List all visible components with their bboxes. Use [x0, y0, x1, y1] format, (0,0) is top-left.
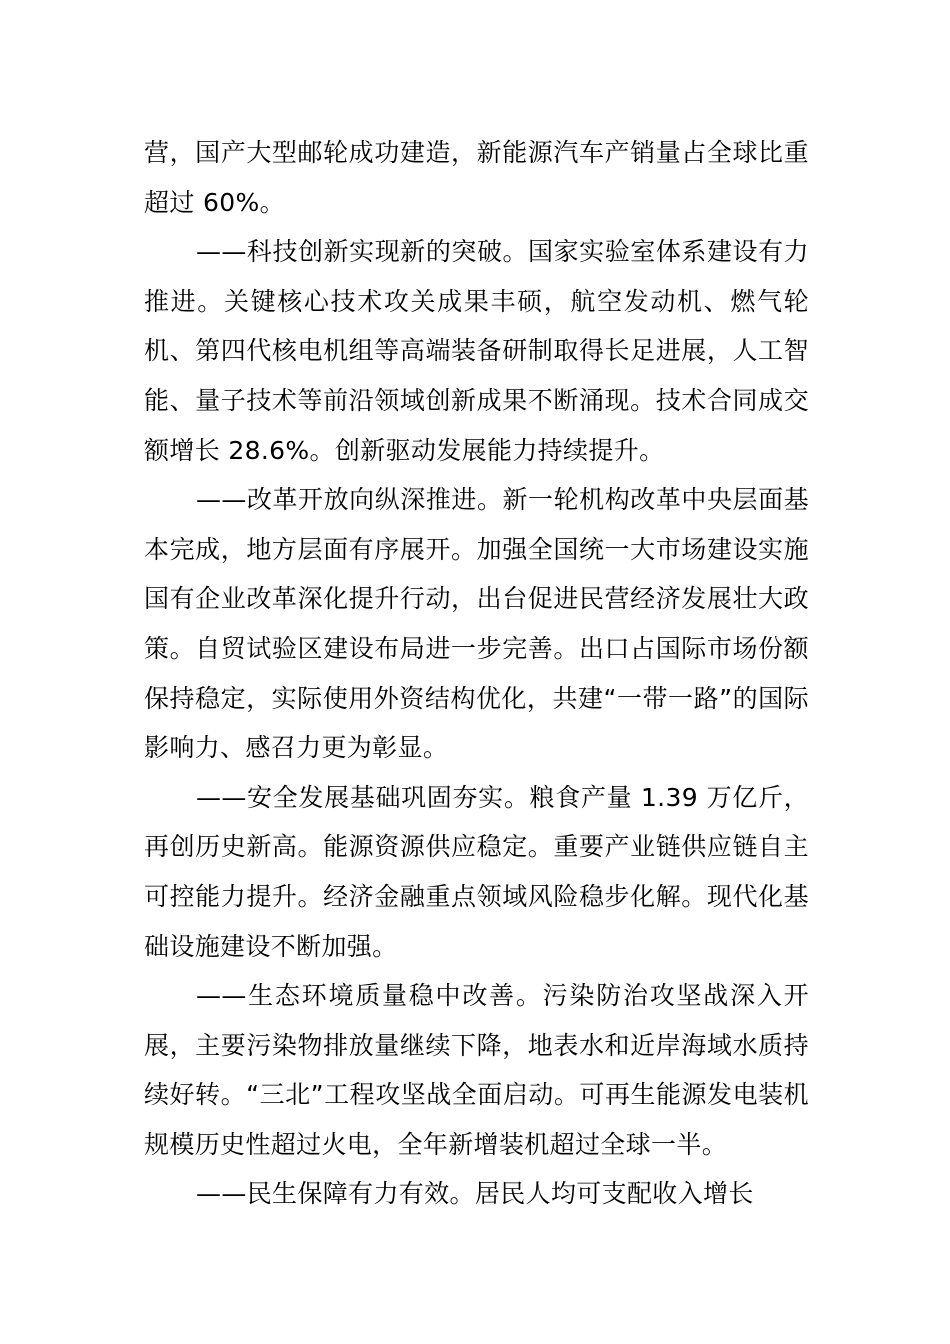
paragraph-reform-opening: ——改革开放向纵深推进。新一轮机构改革中央层面基本完成，地方层面有序展开。加强全国统一大市场建设实施国有企业改革深化提升行动，出台促进民营经济发展壮大政策。自贸试验区建设布局进一步完善。出口占国际市场份额保持稳定，实际使用外资结构优化，共建“一带一路”的国际影响力、感召力更为彰显。	[144, 485, 809, 763]
paragraph-continuation: 营，国产大型邮轮成功建造，新能源汽车产销量占全球比重超过 60%。	[144, 138, 809, 217]
document-body	[144, 128, 809, 1219]
paragraph-security-development: ——安全发展基础巩固夯实。粮食产量 1.39 万亿斤，再创历史新高。能源资源供应稳定。重要产业链供应链自主可控能力提升。经济金融重点领域风险稳步化解。现代化基础设施建设不断加强。	[144, 782, 809, 961]
paragraph-ecology: ——生态环境质量稳中改善。污染防治攻坚战深入开展，主要污染物排放量继续下降，地表水和近岸海域水质持续好转。“三北”工程攻坚战全面启动。可再生能源发电装机规模历史性超过火电，全年新增装机超过全球一半。	[144, 981, 809, 1159]
paragraph-tech-innovation: ——科技创新实现新的突破。国家实验室体系建设有力推进。关键核心技术攻关成果丰硕，航空发动机、燃气轮机、第四代核电机组等高端装备研制取得长足进展，人工智能、量子技术等前沿领域创新成果不断涌现。技术合同成交额增长 28.6%。创新驱动发展能力持续提升。	[144, 237, 809, 465]
paragraph-livelihood: ——民生保障有力有效。居民人均可支配收入增长	[196, 1179, 754, 1209]
